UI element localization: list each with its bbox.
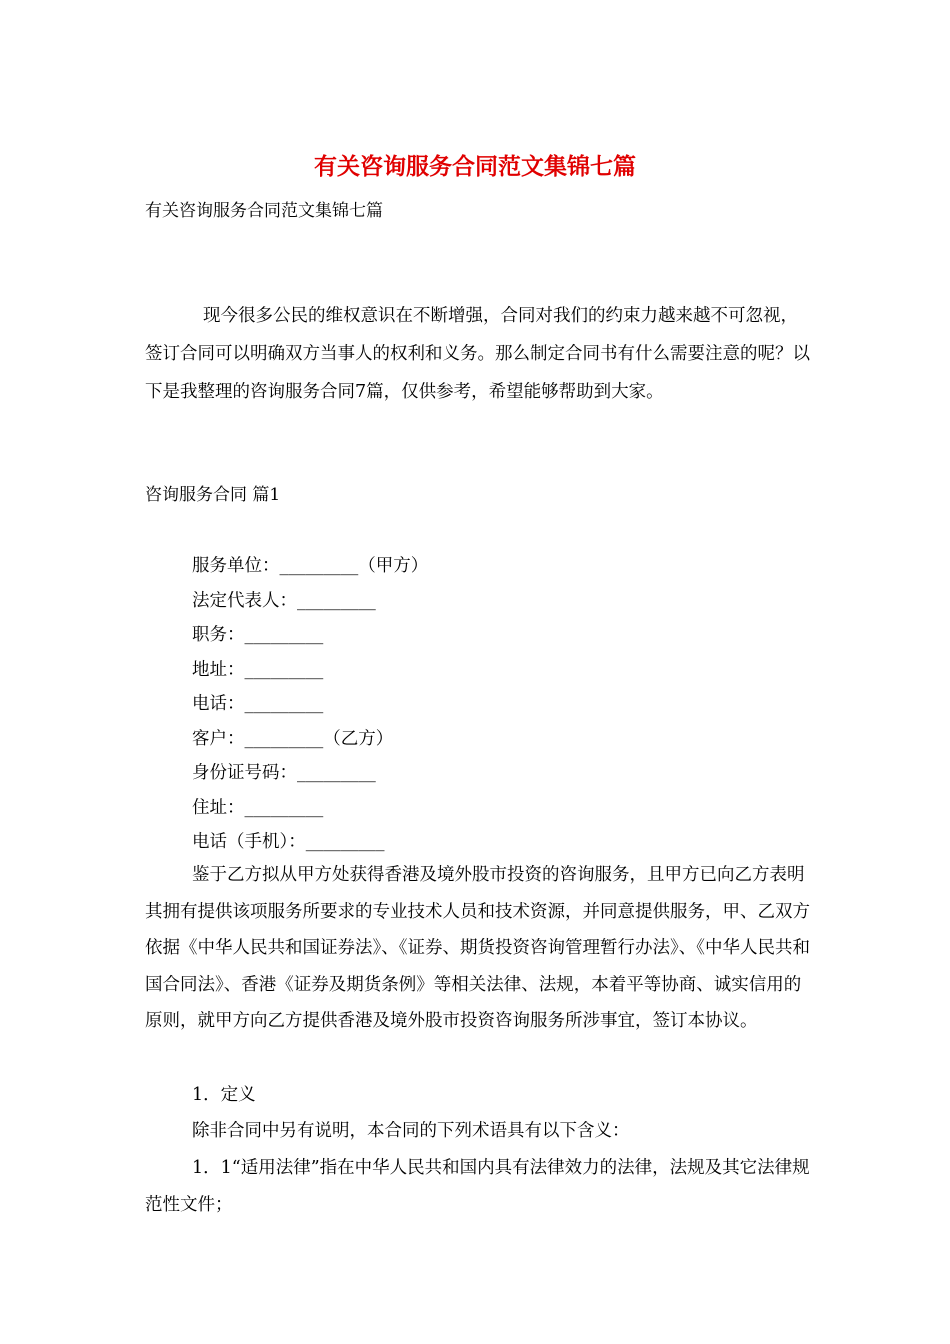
field-mobile: 电话（手机）：_________ — [192, 832, 385, 852]
definition-intro: 除非合同中另有说明，本合同的下列术语具有以下含义： — [192, 1121, 630, 1141]
field-residence: 住址：_________ — [192, 797, 324, 818]
field-client: 客户：_________（乙方） — [192, 728, 394, 749]
definition-heading: 1．定义 — [192, 1085, 256, 1105]
field-id-number: 身份证号码：_________ — [192, 763, 376, 783]
section-heading: 咨询服务合同 篇1 — [145, 485, 281, 505]
field-legal-representative: 法定代表人：_________ — [192, 590, 376, 611]
preamble-paragraph: 鉴于乙方拟从甲方处获得香港及境外股市投资的咨询服务，且甲方已向乙方表明其拥有提供该项服务所要求的专业技术人员和技术资源，并同意提供服务，甲、乙双方依据《中华人民共和国证券法》、《证券、期货投资咨询管理暂行办法》、《中华人民共和国合同法》、香港《证券及期货条例》等相关法律、法规，本着平等协商、诚实信用的原则，就甲方向乙方提供香港及境外股市投资咨询服务所涉事宜，签订本协议。 — [145, 865, 810, 1031]
document-subtitle: 有关咨询服务合同范文集锦七篇 — [145, 201, 383, 221]
definition-item-1: 1．1“适用法律”指在中华人民共和国内具有法律效力的法律，法规及其它法律规范性文件； — [145, 1158, 810, 1215]
field-service-unit: 服务单位：_________（甲方） — [192, 556, 429, 576]
field-address: 地址：_________ — [192, 659, 324, 680]
document-title: 有关咨询服务合同范文集锦七篇 — [314, 153, 636, 180]
contract-fields-list — [192, 549, 428, 860]
field-position: 职务：_________ — [192, 625, 324, 645]
field-phone: 电话：_________ — [192, 694, 324, 714]
intro-paragraph: 现今很多公民的维权意识在不断增强，合同对我们的约束力越来越不可忽视，签订合同可以明确双方当事人的权利和义务。那么制定合同书有什么需要注意的呢？以下是我整理的咨询服务合同7篇，仅供参考，希望能够帮助到大家。 — [145, 306, 810, 402]
